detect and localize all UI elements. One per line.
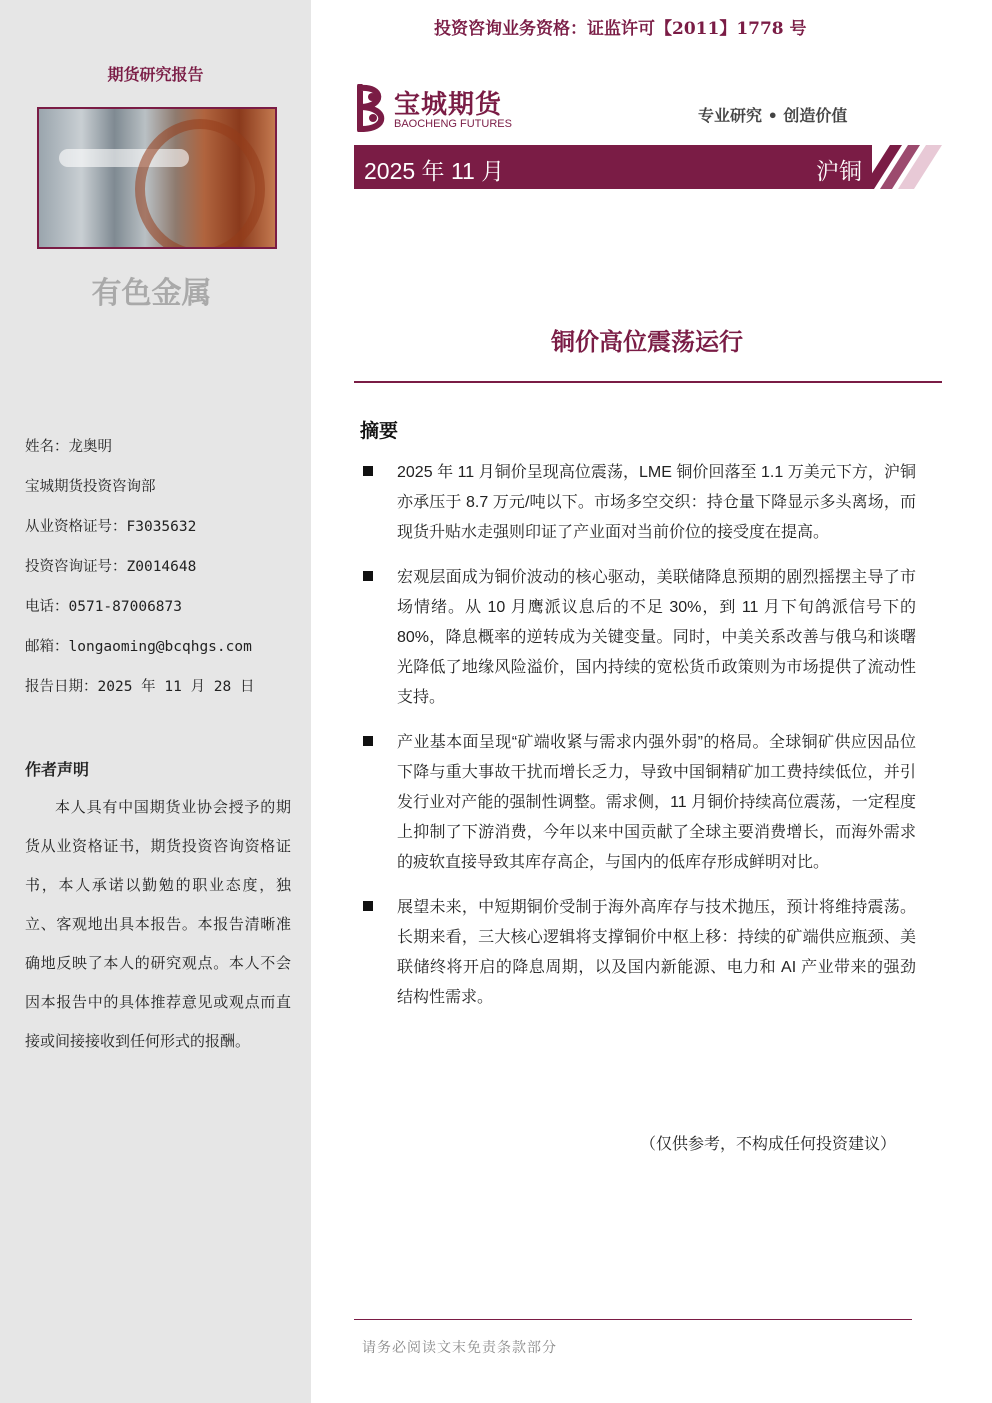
- bullet-square-icon: [363, 571, 373, 581]
- summary-item-text: 产业基本面呈现“矿端收紧与需求内强外弱”的格局。全球铜矿供应因品位下降与重大事故干扰而增长乏力，导致中国铜精矿加工费持续低位，并引发行业对产能的强制性调整。需求侧，11 月铜价持续高位震荡，一定程度上抑制了下游消费，今年以来中国贡献了全球主要消费增长，而海外需求的疲软直接导致其库存高企，与国内的低库存形成鲜明对比。: [397, 734, 916, 871]
- cover-photo: [37, 107, 277, 249]
- summary-item: [360, 728, 916, 878]
- analyst-info: [25, 436, 295, 716]
- logo-name-en: BAOCHENG FUTURES: [394, 118, 512, 130]
- analyst-dept: 宝城期货投资咨询部: [25, 479, 156, 495]
- analyst-consult-cert: 投资咨询证号：Z0014648: [25, 559, 197, 575]
- category-label: 有色金属: [91, 276, 212, 311]
- analyst-phone: 电话：0571-87006873: [25, 599, 182, 615]
- sidebar: [0, 0, 311, 1403]
- summary-item-text: 2025 年 11 月铜价呈现高位震荡，LME 铜价回落至 1.1 万美元下方，沪铜亦承压于 8.7 万元/吨以下。市场多空交织：持仓量下降显示多头离场，而现货升贴水走强则印证了产业面对当前价位的接受度在提高。: [397, 464, 916, 541]
- banner-date: 2025 年 11 月: [364, 158, 505, 184]
- summary-item-text: 展望未来，中短期铜价受制于海外高库存与技术抛压，预计将维持震荡。长期来看，三大核心逻辑将支撑铜价中枢上移：持续的矿端供应瓶颈、美联储终将开启的降息周期，以及国内新能源、电力和 AI 产业带来的强劲结构性需求。: [397, 899, 916, 1006]
- summary-heading: 摘要: [360, 420, 399, 442]
- footer-divider: [354, 1319, 912, 1320]
- summary-item: [360, 563, 916, 713]
- analyst-name: 姓名：龙奥明: [25, 439, 112, 455]
- logo-b-icon: [354, 84, 390, 132]
- copper-coil-shape: [135, 119, 265, 249]
- summary-item-text: 宏观层面成为铜价波动的核心驱动，美联储降息预期的剧烈摇摆主导了市场情绪。从 10 月鹰派议息后的不足 30%，到 11 月下旬鸽派信号下的 80%，降息概率的逆转成为关键变量。同时，中美关系改善与俄乌和谈曙光降低了地缘风险溢价，国内持续的宽松货币政策则为市场提供了流动性支持。: [397, 569, 916, 706]
- slogan: 专业研究 • 创造价值: [698, 106, 848, 125]
- logo-name-cn: 宝城期货: [394, 90, 503, 120]
- report-title: 铜价高位震荡运行: [551, 328, 743, 356]
- summary-item: [360, 458, 916, 548]
- title-banner: [354, 145, 872, 189]
- bullet-square-icon: [363, 901, 373, 911]
- license-text: 投资咨询业务资格：证监许可【2011】1778 号: [434, 19, 807, 39]
- disclaimer: （仅供参考，不构成任何投资建议）: [640, 1136, 897, 1153]
- analyst-cert: 从业资格证号：F3035632: [25, 519, 197, 535]
- summary-item: [360, 893, 916, 1013]
- banner-product: 沪铜: [816, 159, 862, 185]
- title-divider: [354, 381, 942, 383]
- report-type: 期货研究报告: [107, 65, 204, 84]
- footer-note: 请务必阅读文末免责条款部分: [362, 1340, 557, 1356]
- bullet-square-icon: [363, 466, 373, 476]
- report-date: 报告日期：2025 年 11 月 28 日: [25, 679, 255, 695]
- summary-list: [360, 458, 916, 1028]
- company-logo: [354, 84, 524, 132]
- banner-stripes: [862, 145, 942, 189]
- bullet-square-icon: [363, 736, 373, 746]
- declaration-title: 作者声明: [25, 760, 90, 779]
- declaration-body: 本人具有中国期货业协会授予的期货从业资格证书，期货投资咨询资格证书，本人承诺以勤勉的职业态度，独立、客观地出具本报告。本报告清晰准确地反映了本人的研究观点。本人不会因本报告中的具体推荐意见或观点而直接或间接接收到任何形式的报酬。: [25, 798, 291, 1050]
- analyst-email[interactable]: 邮箱：longaoming@bcqhgs.com: [25, 639, 252, 655]
